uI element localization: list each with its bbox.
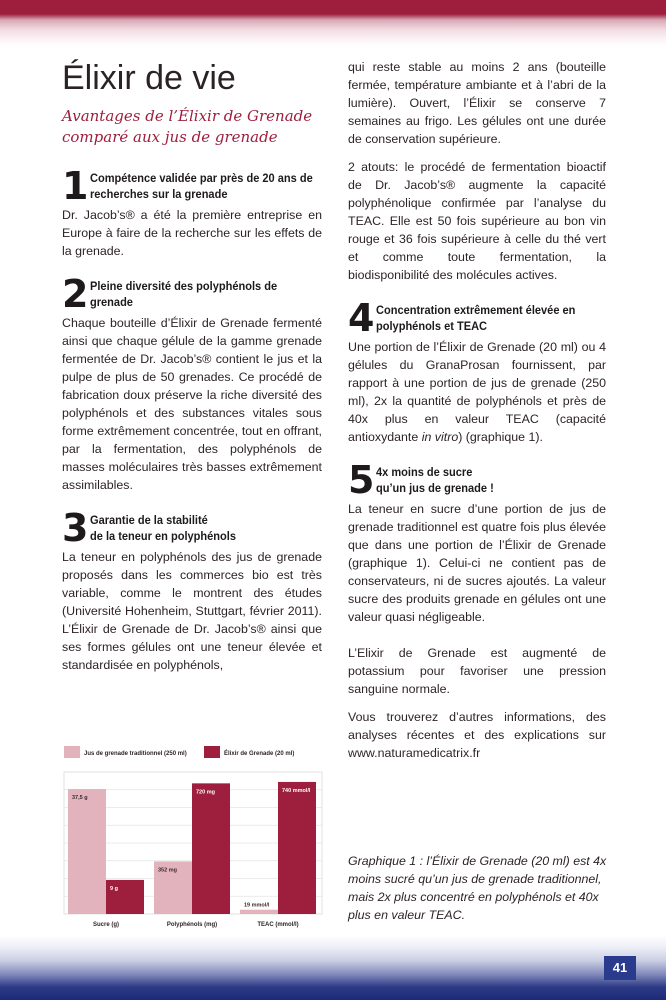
legend-label: Jus de grenade traditionnel (250 ml) [84, 751, 187, 757]
category-label: Polyphénols (mg) [166, 922, 218, 928]
bar-data-label: 740 mmol/l [282, 787, 311, 794]
chart-bar [278, 782, 316, 914]
section-4-title-line-2: polyphénols et TEAC [376, 319, 488, 333]
section-3-title-line-1: Garantie de la stabilité [90, 513, 209, 527]
section-1-number: 1 [62, 164, 89, 208]
comparison-chart-svg [60, 742, 324, 932]
section-5-body: La teneur en sucre d’une portion de jus de grenade traditionnel est quatre fois plus élevée que dans une portion de l’Élixir de Grenade (graphique 1). Celui-ci ne contient pas de conservateurs, ni de sucres ajoutés. La valeur sucre des produits grenade en gélules ont une valeur quasi négligeable. [348, 502, 606, 624]
section-4-title [376, 302, 575, 334]
section-5-number: 5 [348, 458, 375, 502]
section-3-title [90, 512, 236, 544]
section-5-title-line-2: qu’un jus de grenade ! [376, 481, 495, 495]
section-2-number: 2 [62, 272, 89, 316]
section-4-number: 4 [348, 296, 375, 340]
section-2-heading [62, 272, 322, 316]
bar-data-label: 352 mg [158, 867, 177, 874]
chart-bar [240, 910, 278, 914]
atouts-text: 2 atouts: le procédé de fermentation bioactif de Dr. Jacob’s® augmente la capacité polyphénolique confirmée par l’analyse du TEAC. Elle est 50 fois supérieure au bon vin rouge et 36 fois supérieure à celle du thé vert et comme toute fermentation, la biodisponibilité des molécules actives. [348, 160, 606, 282]
section-3 [62, 506, 322, 674]
section-2-title [90, 278, 277, 310]
section-1 [62, 164, 322, 260]
section-3-title-line-2: de la teneur en polyphénols [90, 529, 237, 543]
section-3-heading [62, 506, 322, 550]
section-2-title-line-2: grenade [90, 295, 134, 309]
continuation-text: qui reste stable au moins 2 ans (bouteille fermée, température ambiante et à l’abri de la lumière). Ouvert, l’Élixir se conserve 7 semaines au frigo. Les gélules ont une durée de conservation supérieure. [348, 60, 606, 146]
section-4 [348, 296, 606, 446]
subtitle-line-1: Avantages de l’Élixir de Grenade [62, 107, 313, 125]
more-info-text: Vous trouverez d’autres informations, des analyses récentes et des explications sur www.naturamedicatrix.fr [348, 710, 606, 760]
page-subtitle [62, 106, 322, 148]
bar-data-label: 19 mmol/l [244, 902, 270, 909]
category-label: Sucre (g) [92, 922, 120, 928]
left-column [62, 58, 322, 692]
section-5 [348, 458, 606, 626]
bar-data-label: 37,5 g [72, 795, 88, 802]
section-1-title-line-2: recherches sur la grenade [90, 187, 228, 201]
page-title: Élixir de vie [62, 59, 236, 97]
legend-swatch [64, 746, 80, 758]
section-4-heading [348, 296, 606, 340]
section-5-title [376, 464, 494, 496]
page-number: 41 [604, 956, 636, 980]
chart-caption: Graphique 1 : l’Élixir de Grenade (20 ml) est 4x moins sucré qu’un jus de grenade traditionnel, mais 2x plus concentré en polyphénols et 40x plus en valeur TEAC. [348, 854, 607, 922]
section-4-body [348, 338, 606, 446]
section-4-body-italic: in vitro [421, 430, 459, 444]
header-band [0, 0, 666, 46]
potassium-text: L’Elixir de Grenade est augmenté de potassium pour favoriser une pression sanguine normale. [348, 646, 606, 696]
subtitle-line-2: comparé aux jus de grenade [62, 128, 278, 146]
legend-swatch [204, 746, 220, 758]
category-label: TEAC (mmol/l) [257, 922, 299, 928]
section-4-body-end: ) (graphique 1). [458, 430, 543, 444]
chart-bar [68, 789, 106, 914]
legend-label: Élixir de Grenade (20 ml) [224, 751, 295, 757]
section-2-body: Chaque bouteille d’Élixir de Grenade fermenté ainsi que chaque gélule de la gamme grenade fermentée de Dr. Jacob’s® contient le jus et la pulpe de plus de 50 grenades. Ce procédé de fabrication doux préserve la riche diversité des polyphénols et des substances vitales sous forme extrêmement concentrée, tout en offrant, par la fermentation, des polyphénols de masses moléculaires très basses extrêmement assimilables. [62, 316, 322, 492]
footer-band [0, 935, 666, 1000]
chart-bar [192, 783, 230, 914]
right-column [348, 58, 606, 762]
section-3-number: 3 [62, 506, 89, 550]
section-2-title-line-1: Pleine diversité des polyphénols de [90, 279, 278, 293]
section-3-body: La teneur en polyphénols des jus de grenade proposés dans les commerces bio est très variable, comme le montrent des études (Université Hohenheim, Stuttgart, février 2011). L’Élixir de Grenade de Dr. Jacob’s® ainsi que ses formes gélules ont une teneur élevée et standardisée en polyphénols, [62, 550, 322, 672]
section-4-title-line-1: Concentration extrêmement élevée en [376, 303, 576, 317]
section-5-heading [348, 458, 606, 502]
section-2 [62, 272, 322, 494]
section-1-title-line-1: Compétence validée par près de 20 ans de [90, 171, 314, 185]
section-4-body-text: Une portion de l’Élixir de Grenade (20 ml) ou 4 gélules du GranaProsan fournissent, par rapport à une portion de jus de grenade (250 ml), 2x la quantité de polyphénols et près de 40x plus en valeur TEAC (capacité antioxydante [348, 340, 606, 444]
bar-data-label: 9 g [110, 885, 118, 892]
comparison-chart [60, 742, 324, 932]
section-1-heading [62, 164, 322, 208]
bar-data-label: 720 mg [196, 789, 215, 796]
section-5-title-line-1: 4x moins de sucre [376, 465, 473, 479]
section-1-body: Dr. Jacob’s® a été la première entreprise en Europe à faire de la recherche sur les effets de la grenade. [62, 208, 322, 258]
section-1-title [90, 170, 313, 202]
